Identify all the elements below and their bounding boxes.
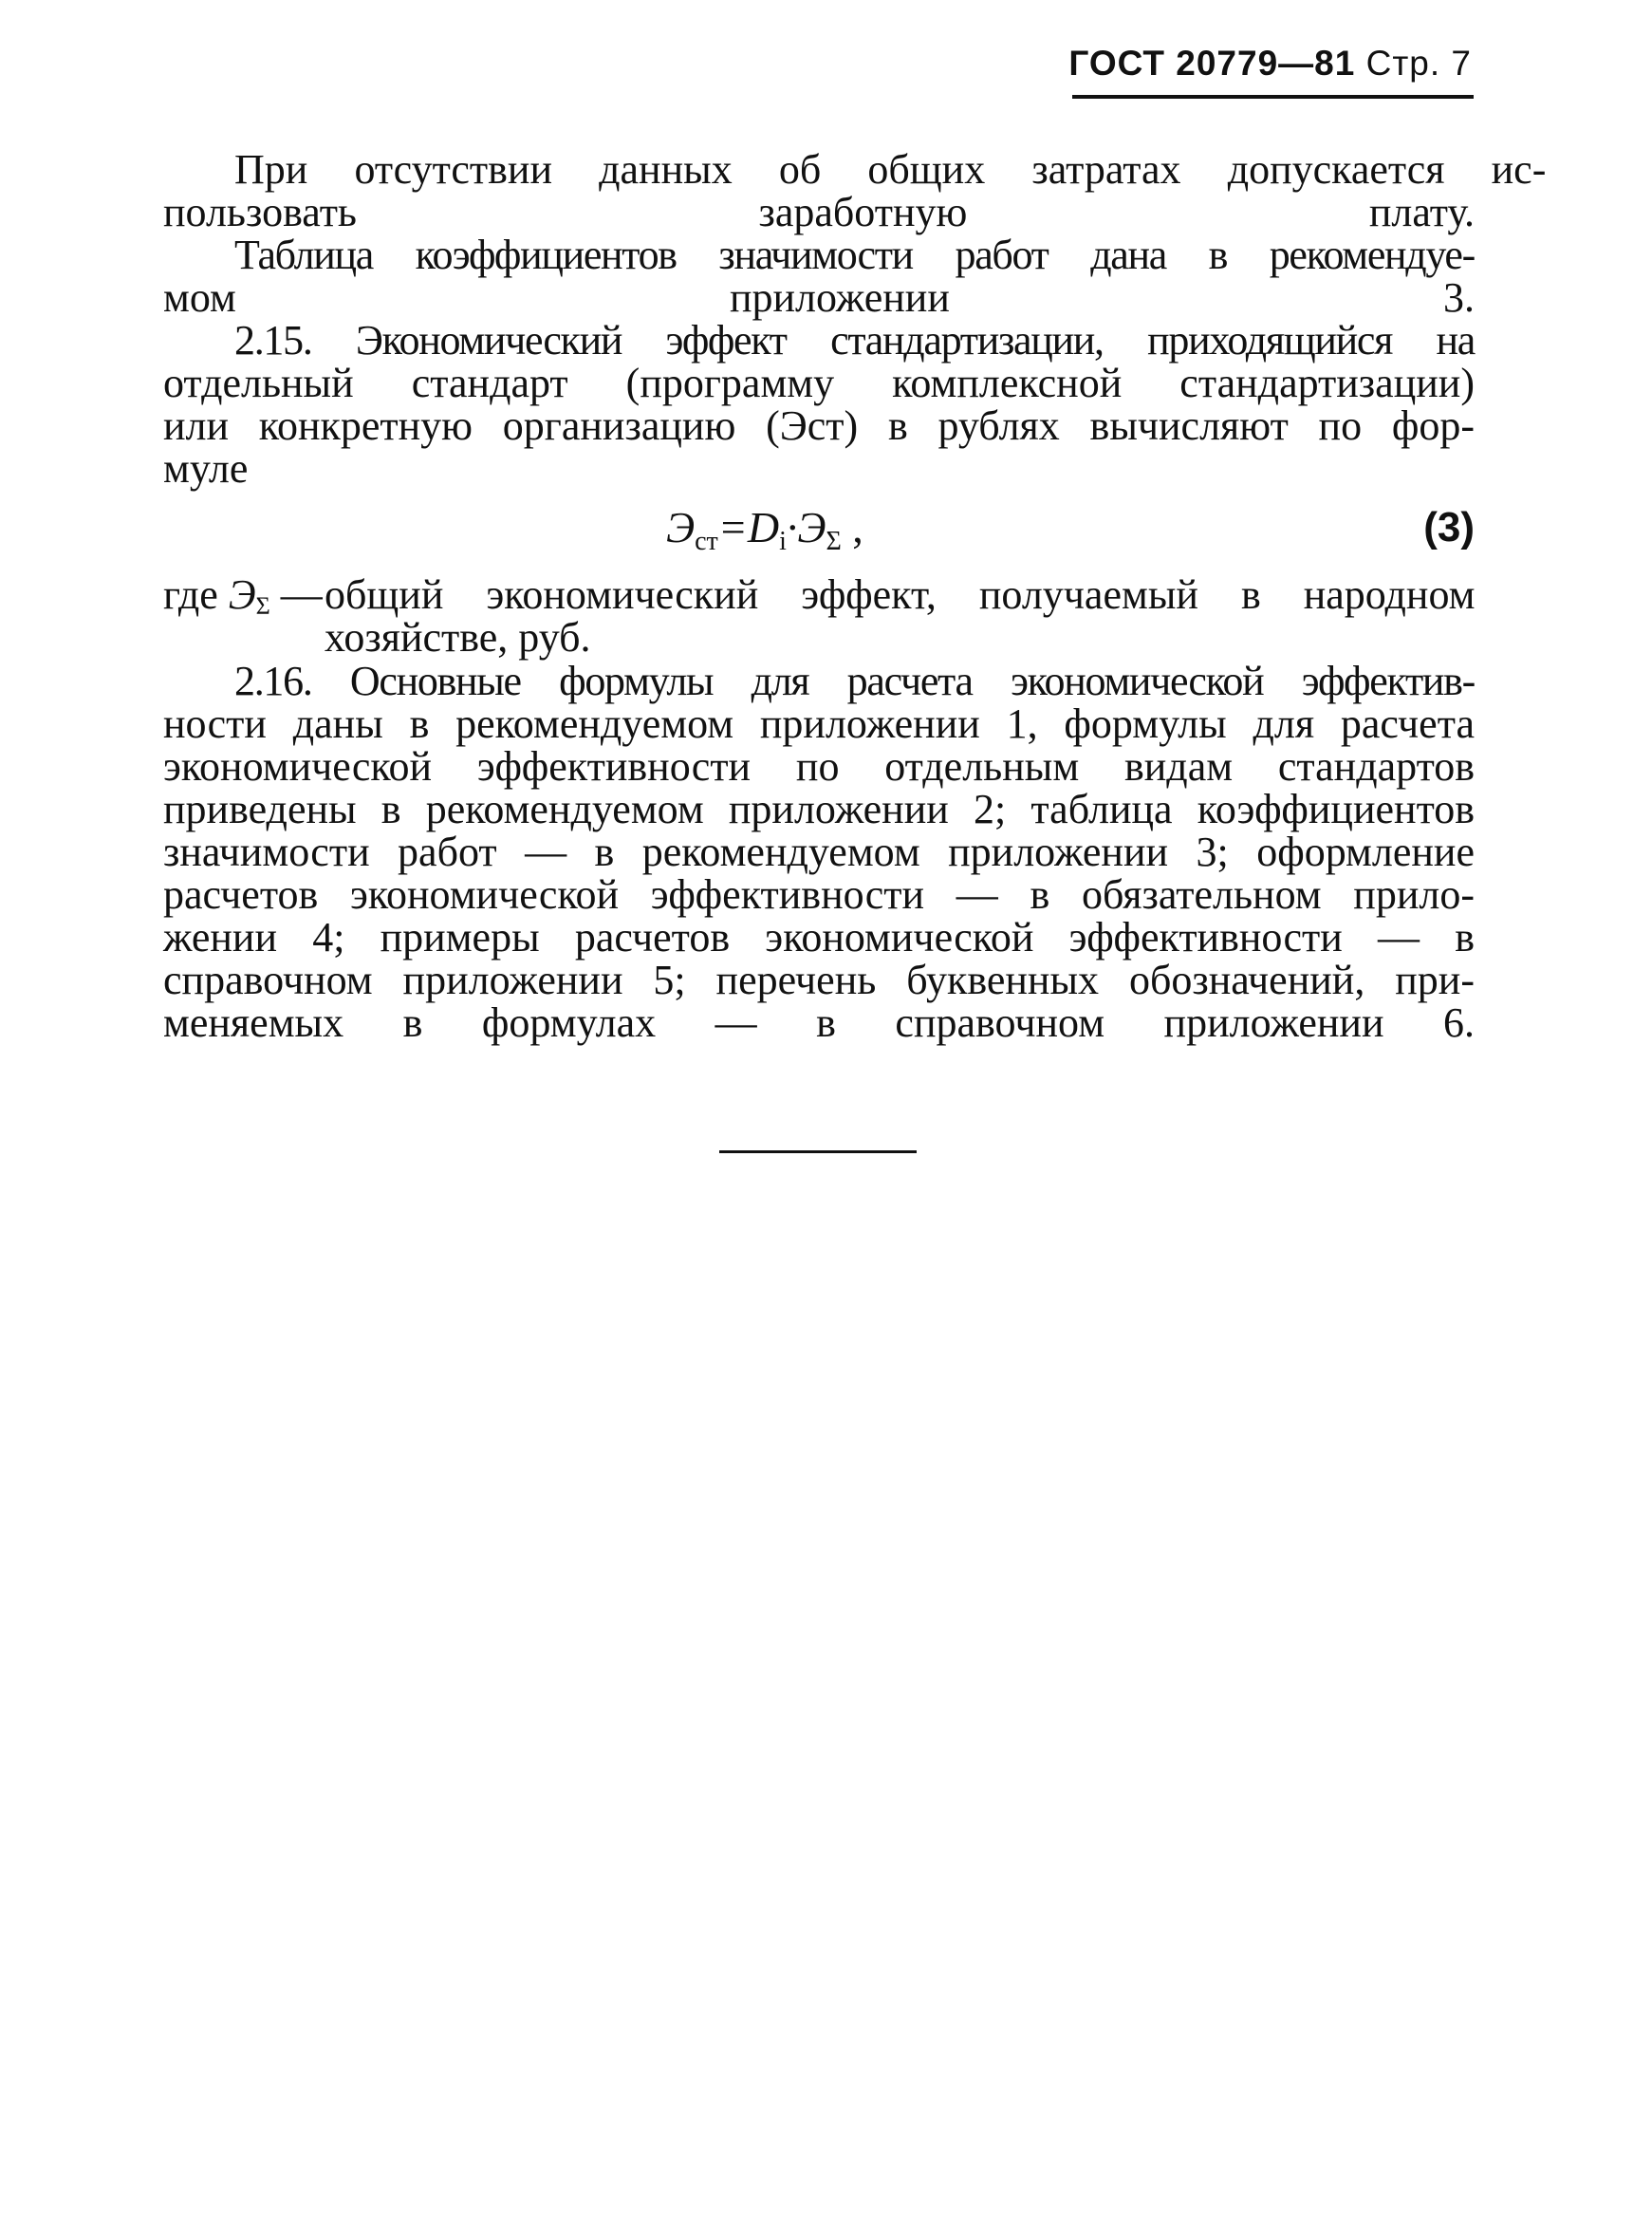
- p4-line-2: ности даны в рекомендуемом приложении 1, формулы для расчета: [163, 700, 1475, 747]
- paragraph-2: [163, 233, 1475, 319]
- page-header: [1068, 44, 1472, 84]
- where-label: где $Э_\Sigma$ —: [163, 571, 323, 620]
- p2-line-1: Таблица коэффициентов значимости работ дана в рекомендуе-: [234, 232, 1475, 278]
- p4-line-8: справочном приложении 5; перечень буквенных обозначений, при-: [163, 957, 1475, 1003]
- p1-line-2: пользовать заработную плату.: [163, 189, 1475, 235]
- where-line-1: общий экономический эффект, получаемый в народном: [325, 571, 1476, 618]
- where-definition: [325, 573, 1475, 659]
- formula-number: (3): [1423, 504, 1475, 550]
- p4-line-7: жении 4; примеры расчетов экономической эффективности — в: [163, 914, 1475, 961]
- p4-line-6: расчетов экономической эффективности — в обязательном прило-: [163, 871, 1475, 918]
- where-line-2: хозяйстве, руб.: [325, 614, 591, 661]
- p4-line-1: 2.16. Основные формулы для расчета экономической эффектив-: [234, 658, 1475, 704]
- p4-line-5: значимости работ — в рекомендуемом приложении 3; оформление: [163, 829, 1475, 875]
- p3-line-4: муле: [163, 445, 249, 492]
- p3-line-3: или конкретную организацию (Эст) в рублях вычисляют по фор-: [163, 402, 1475, 449]
- p4-line-3: экономической эффективности по отдельным видам стандартов: [163, 743, 1475, 790]
- page-number: Стр. 7: [1365, 44, 1472, 83]
- standard-number: ГОСТ 20779—81: [1068, 44, 1356, 83]
- p1-line-1: При отсутствии данных об общих затратах допускается ис-: [234, 146, 1547, 193]
- header-rule: [1072, 95, 1474, 99]
- end-rule: [719, 1150, 917, 1153]
- paragraph-2-16: [163, 660, 1475, 1044]
- p3-line-1: 2.15. Экономический эффект стандартизации, приходящийся на: [234, 317, 1475, 364]
- paragraph-2-15: [163, 319, 1475, 490]
- p2-line-2: мом приложении 3.: [163, 274, 1475, 321]
- formula-expression: $Э_{ст}=D_i\cdot Э_\Sigma$ ,: [666, 503, 863, 556]
- p4-line-9: меняемых в формулах — в справочном приложении 6.: [163, 999, 1475, 1046]
- p4-line-4: приведены в рекомендуемом приложении 2; таблица коэффициентов: [163, 786, 1475, 832]
- paragraph-1: [163, 146, 1547, 235]
- p3-line-2: отдельный стандарт (программу комплексной стандартизации): [163, 360, 1475, 406]
